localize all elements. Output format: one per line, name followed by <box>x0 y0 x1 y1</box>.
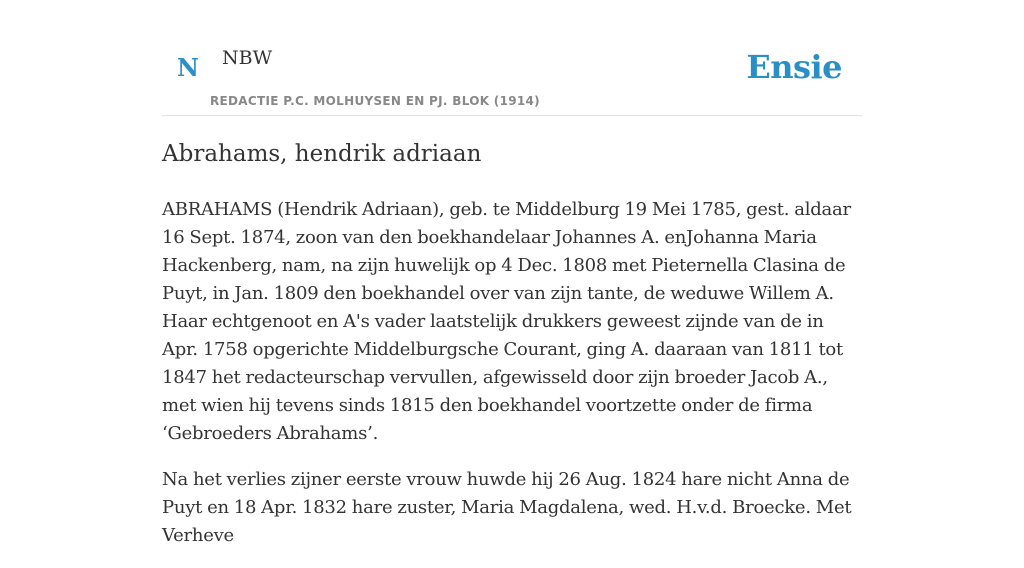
source-logo[interactable]: N <box>177 53 199 82</box>
article-body <box>162 196 862 550</box>
article <box>162 140 862 550</box>
site-header <box>162 0 862 116</box>
article-paragraph: ABRAHAMS (Hendrik Adriaan), geb. te Middelburg 19 Mei 1785, gest. aldaar 16 Sept. 1874, zoon van den boekhandelaar Johannes A. enJohanna Maria Hackenberg, nam, na zijn huwelijk op 4 Dec. 1808 met Pieternella Clasina de Puyt, in Jan. 1809 den boekhandel over van zijn tante, de weduwe Willem A. Haar echtgenoot en A's vader laatstelijk drukkers geweest zijnde van de in Apr. 1758 opgerichte Middelburgsche Courant, ging A. daaraan van 1811 tot 1847 het redacteurschap vervullen, afgewisseld door zijn broeder Jacob A., met wien hij tevens sinds 1815 den boekhandel voortzette onder de firma ‘Gebroeders Abrahams’. <box>162 198 851 444</box>
page <box>162 0 862 568</box>
article-paragraph: Na het verlies zijner eerste vrouw huwde hij 26 Aug. 1824 hare nicht Anna de Puyt en 18 Apr. 1832 hare zuster, Maria Magdalena, wed. H.v.d. Broecke. Met Verheve <box>162 468 852 546</box>
source-subtitle: REDACTIE P.C. MOLHUYSEN EN PJ. BLOK (1914) <box>210 94 540 108</box>
brand-logo[interactable]: Ensie <box>746 48 842 86</box>
source-name[interactable]: NBW <box>222 47 273 69</box>
article-title: Abrahams, hendrik adriaan <box>162 141 482 167</box>
